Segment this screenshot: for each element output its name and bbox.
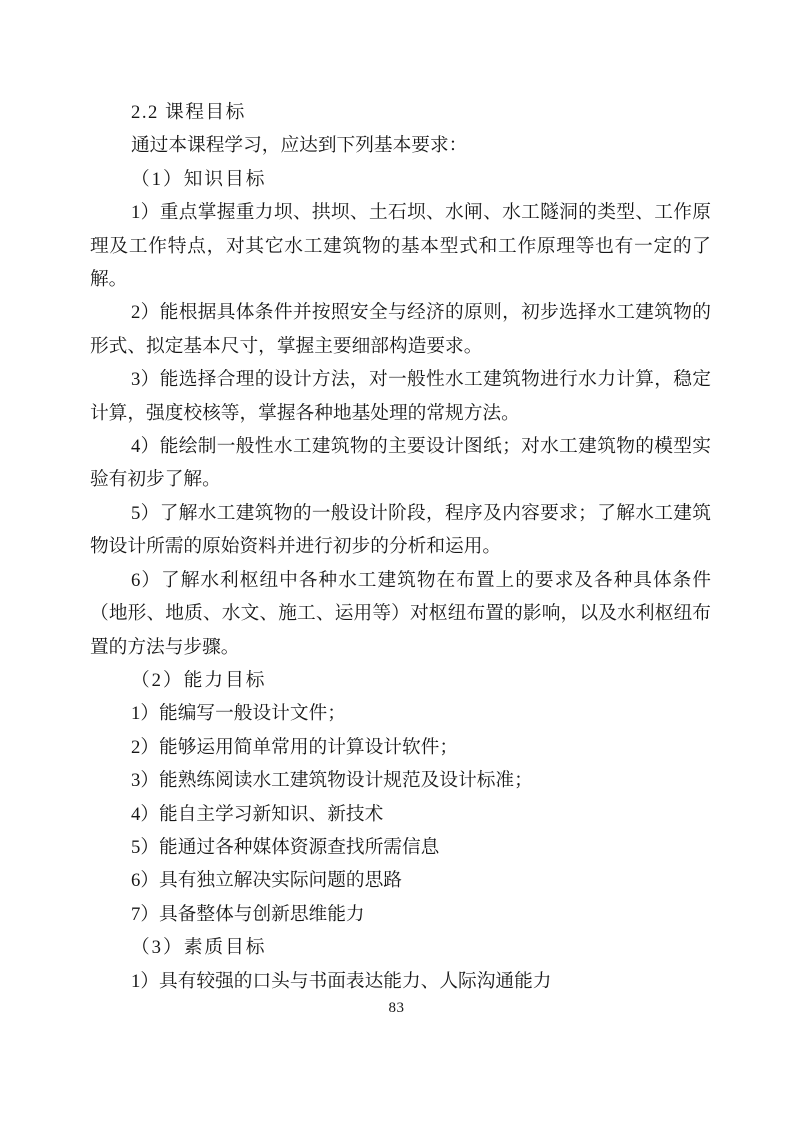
knowledge-item-3: 3）能选择合理的设计方法，对一般性水工建筑物进行水力计算，稳定计算，强度校核等，掌握各种地基处理的常规方法。: [90, 369, 711, 424]
page-number: 83: [388, 1000, 405, 1016]
knowledge-item-6: 6）了解水利枢纽中各种水工建筑物在布置上的要求及各种具体条件（地形、地质、水文、施工、运用等）对枢纽布置的影响，以及水利枢纽布置的方法与步骤。: [90, 569, 711, 658]
ability-item-3: 3）能熟练阅读水工建筑物设计规范及设计标准；: [131, 770, 533, 792]
knowledge-item-5: 5）了解水工建筑物的一般设计阶段，程序及内容要求；了解水工建筑物设计所需的原始资料并进行初步的分析和运用。: [90, 502, 711, 558]
ability-item-1: 1）能编写一般设计文件；: [131, 703, 346, 725]
objective-label-quality: （3）素质目标: [131, 937, 267, 959]
intro-paragraph: 通过本课程学习，应达到下列基本要求：: [131, 135, 468, 157]
knowledge-item-2: 2）能根据具体条件并按照安全与经济的原则，初步选择水工建筑物的形式、拟定基本尺寸，掌握主要细部构造要求。: [90, 302, 711, 357]
document-content: [90, 96, 711, 998]
page-footer: [0, 998, 793, 1018]
knowledge-item-4: 4）能绘制一般性水工建筑物的主要设计图纸；对水工建筑物的模型实验有初步了解。: [90, 436, 711, 491]
section-heading-2-2: 2.2 课程目标: [131, 102, 246, 123]
objective-label-ability: （2）能力目标: [131, 669, 267, 691]
ability-item-2: 2）能够运用简单常用的计算设计软件；: [131, 736, 459, 758]
ability-item-5: 5）能通过各种媒体资源查找所需信息: [131, 836, 440, 858]
ability-item-4: 4）能自主学习新知识、新技术: [131, 803, 384, 825]
quality-item-1: 1）具有较强的口头与书面表达能力、人际沟通能力: [131, 970, 552, 992]
knowledge-item-1: 1）重点掌握重力坝、拱坝、土石坝、水闸、水工隧洞的类型、工作原理及工作特点，对其它水工建筑物的基本型式和工作原理等也有一定的了解。: [90, 202, 711, 291]
objective-label-knowledge: （1）知识目标: [131, 168, 267, 190]
ability-item-7: 7）具备整体与创新思维能力: [131, 903, 365, 925]
ability-item-6: 6）具有独立解决实际问题的思路: [131, 870, 402, 892]
